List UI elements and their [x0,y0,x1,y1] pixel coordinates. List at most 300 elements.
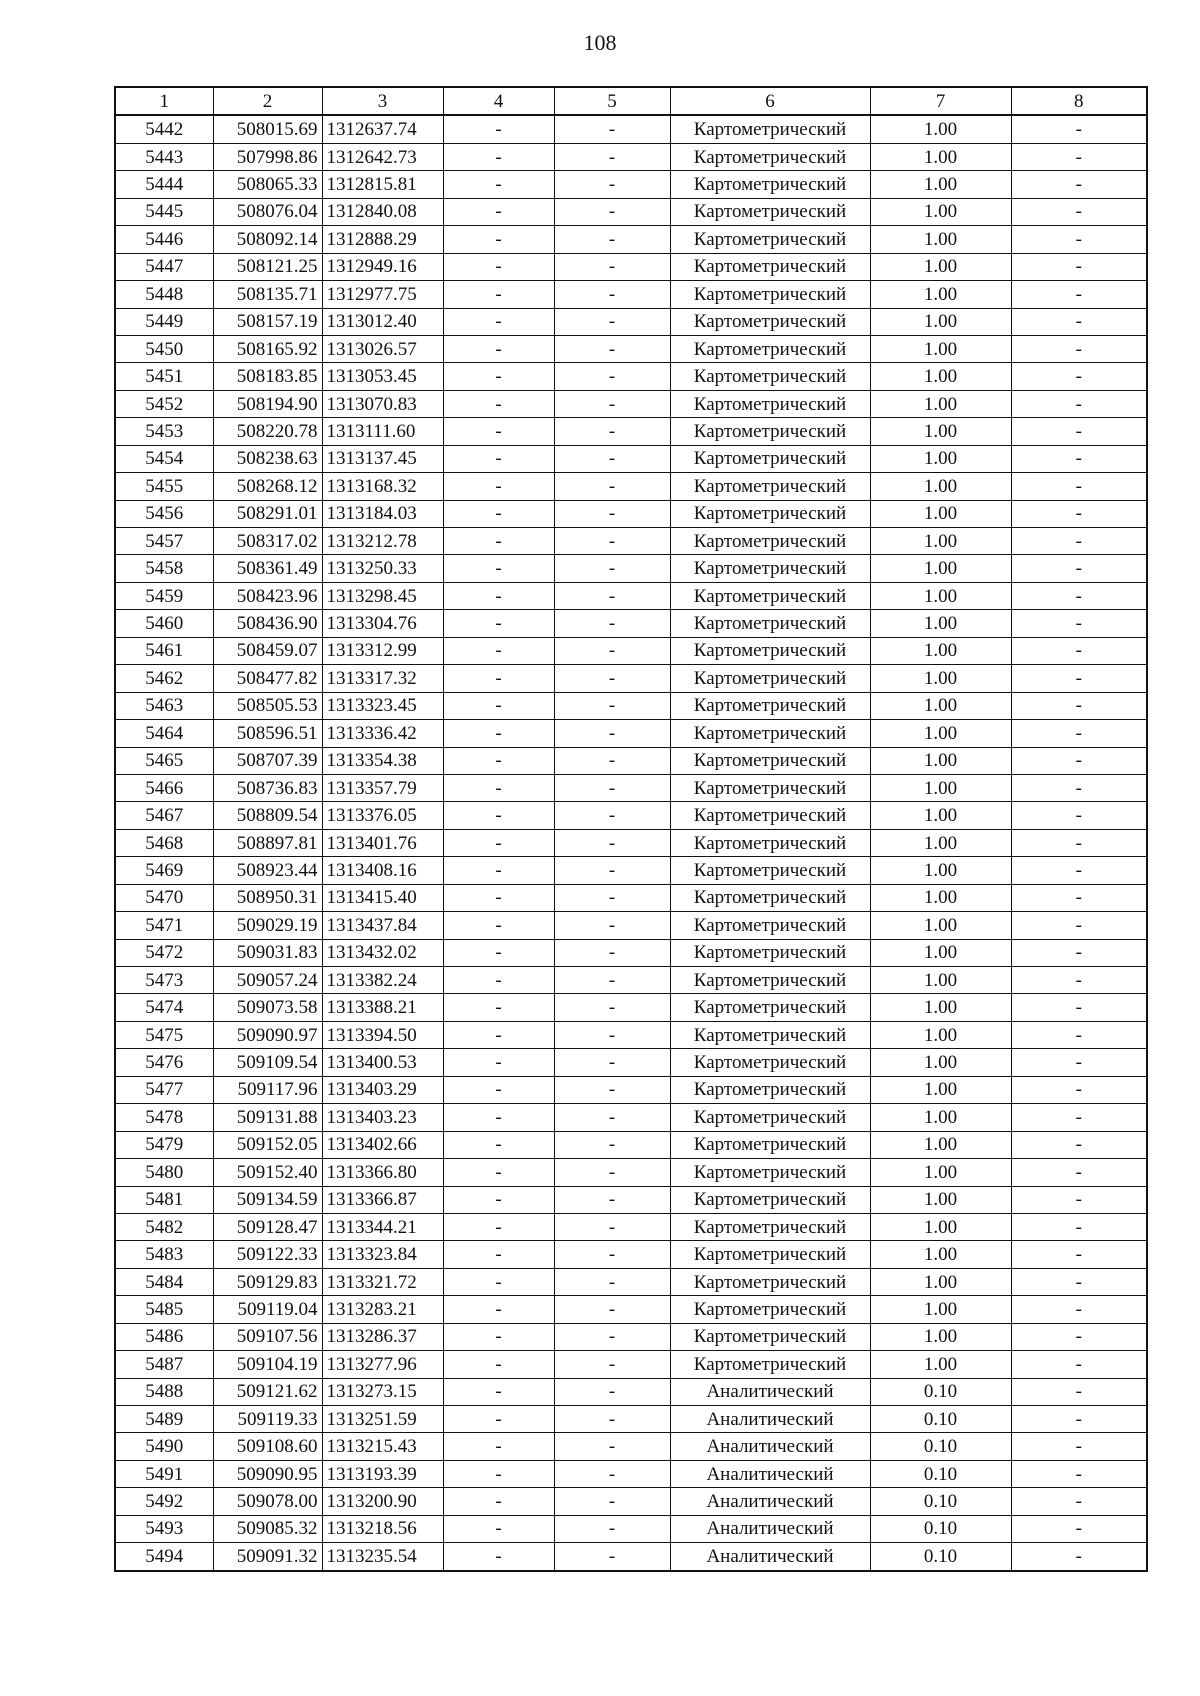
table-cell: 1.00 [870,253,1011,280]
table-cell: - [554,363,670,390]
table-cell: - [554,829,670,856]
table-cell: Аналитический [670,1543,870,1571]
table-cell: 1.00 [870,115,1011,143]
table-row [115,1076,1147,1103]
table-cell: 1.00 [870,1021,1011,1048]
table-cell: - [554,857,670,884]
table-cell: - [1011,1104,1147,1131]
table-cell: 5470 [115,884,213,911]
table-cell: 508121.25 [213,253,322,280]
table-cell: 5469 [115,857,213,884]
table-cell: 1.00 [870,1351,1011,1378]
table-cell: 1312888.29 [322,226,443,253]
table-cell: - [443,939,554,966]
table-cell: - [1011,528,1147,555]
table-row [115,1406,1147,1433]
table-cell: Картометрический [670,226,870,253]
table-cell: - [554,1159,670,1186]
table-row [115,528,1147,555]
table-cell: 1313277.96 [322,1351,443,1378]
table-cell: 508923.44 [213,857,322,884]
table-cell: - [554,692,670,719]
table-cell: - [443,1159,554,1186]
table-row [115,884,1147,911]
table-cell: Аналитический [670,1515,870,1542]
table-cell: 1313317.32 [322,665,443,692]
table-cell: 508065.33 [213,171,322,198]
table-cell: - [443,1296,554,1323]
table-cell: 5463 [115,692,213,719]
table-cell: - [443,1488,554,1515]
table-row [115,939,1147,966]
table-cell: - [1011,143,1147,170]
table-cell: 508015.69 [213,115,322,143]
table-cell: - [443,610,554,637]
table-row [115,1049,1147,1076]
table-cell: 509152.40 [213,1159,322,1186]
column-header: 6 [670,87,870,115]
table-cell: - [554,226,670,253]
table-cell: Картометрический [670,857,870,884]
table-cell: - [554,720,670,747]
table-row [115,363,1147,390]
table-cell: - [554,281,670,308]
table-row [115,829,1147,856]
table-cell: 508736.83 [213,774,322,801]
table-row [115,1131,1147,1158]
table-cell: - [1011,1021,1147,1048]
table-cell: 508268.12 [213,473,322,500]
table-cell: Картометрический [670,555,870,582]
table-cell: 5483 [115,1241,213,1268]
table-cell: - [443,500,554,527]
table-cell: - [443,1049,554,1076]
table-row [115,1241,1147,1268]
table-cell: 508317.02 [213,528,322,555]
table-cell: 1313286.37 [322,1323,443,1350]
table-cell: 0.10 [870,1543,1011,1571]
table-cell: 1313408.16 [322,857,443,884]
table-cell: 509131.88 [213,1104,322,1131]
table-cell: 1312637.74 [322,115,443,143]
table-cell: - [554,747,670,774]
table-cell: 507998.86 [213,143,322,170]
table-cell: 1.00 [870,939,1011,966]
table-cell: - [1011,1213,1147,1240]
table-cell: 1.00 [870,829,1011,856]
table-row [115,1296,1147,1323]
table-cell: - [554,1433,670,1460]
table-cell: 5487 [115,1351,213,1378]
table-cell: 1.00 [870,1131,1011,1158]
table-row [115,390,1147,417]
table-cell: 5450 [115,335,213,362]
table-cell: Картометрический [670,1049,870,1076]
table-cell: - [1011,1378,1147,1405]
table-cell: - [1011,747,1147,774]
table-cell: - [443,637,554,664]
table-cell: 1.00 [870,1296,1011,1323]
table-cell: 1.00 [870,774,1011,801]
table-row [115,1159,1147,1186]
table-cell: 1313111.60 [322,418,443,445]
table-cell: - [443,335,554,362]
table-cell: 509090.95 [213,1460,322,1487]
column-header: 8 [1011,87,1147,115]
table-row [115,445,1147,472]
table-cell: - [1011,198,1147,225]
table-cell: 1313400.53 [322,1049,443,1076]
table-cell: 1313215.43 [322,1433,443,1460]
table-cell: 1313403.23 [322,1104,443,1131]
table-cell: - [554,1186,670,1213]
table-row [115,1351,1147,1378]
table-cell: 509108.60 [213,1433,322,1460]
table-cell: 1.00 [870,802,1011,829]
table-cell: - [554,665,670,692]
table-cell: Картометрический [670,774,870,801]
table-cell: Картометрический [670,582,870,609]
table-cell: 1313070.83 [322,390,443,417]
table-row [115,1323,1147,1350]
table-cell: - [554,445,670,472]
table-cell: - [1011,1433,1147,1460]
table-cell: 1313053.45 [322,363,443,390]
table-cell: 5464 [115,720,213,747]
table-cell: - [554,528,670,555]
table-cell: 5456 [115,500,213,527]
table-cell: 1.00 [870,747,1011,774]
table-cell: 509031.83 [213,939,322,966]
table-cell: - [1011,171,1147,198]
table-cell: 508291.01 [213,500,322,527]
table-cell: - [1011,1515,1147,1542]
table-cell: 509128.47 [213,1213,322,1240]
table-cell: - [1011,500,1147,527]
table-cell: 509073.58 [213,994,322,1021]
table-row [115,418,1147,445]
table-cell: - [1011,1268,1147,1295]
table-cell: 1.00 [870,198,1011,225]
table-cell: Картометрический [670,418,870,445]
table-cell: Картометрический [670,171,870,198]
table-cell: Картометрический [670,912,870,939]
table-cell: 1313388.21 [322,994,443,1021]
table-cell: 5494 [115,1543,213,1571]
table-cell: 1313366.87 [322,1186,443,1213]
table-cell: 1313273.15 [322,1378,443,1405]
table-cell: - [443,857,554,884]
table-cell: 508238.63 [213,445,322,472]
table-cell: Картометрический [670,610,870,637]
table-cell: 0.10 [870,1406,1011,1433]
table-cell: - [554,171,670,198]
table-cell: - [443,253,554,280]
table-cell: 1.00 [870,1049,1011,1076]
table-cell: 0.10 [870,1378,1011,1405]
table-cell: 5493 [115,1515,213,1542]
table-cell: 5477 [115,1076,213,1103]
table-cell: - [554,555,670,582]
table-cell: 508076.04 [213,198,322,225]
table-cell: - [443,829,554,856]
table-cell: - [1011,1159,1147,1186]
table-cell: 1313321.72 [322,1268,443,1295]
table-cell: - [554,1049,670,1076]
table-cell: - [443,802,554,829]
table-cell: 1313218.56 [322,1515,443,1542]
table-cell: - [1011,281,1147,308]
table-row [115,774,1147,801]
table-cell: - [554,1296,670,1323]
table-cell: Картометрический [670,253,870,280]
table-cell: 5486 [115,1323,213,1350]
column-header: 7 [870,87,1011,115]
table-cell: Картометрический [670,528,870,555]
table-row [115,1433,1147,1460]
table-cell: - [1011,555,1147,582]
table-cell: - [443,582,554,609]
table-row [115,143,1147,170]
table-cell: 1313193.39 [322,1460,443,1487]
table-cell: 1.00 [870,1076,1011,1103]
table-cell: 5475 [115,1021,213,1048]
table-cell: Картометрический [670,747,870,774]
table-cell: - [1011,774,1147,801]
table-cell: 1313415.40 [322,884,443,911]
table-cell: Картометрический [670,1131,870,1158]
table-cell: 5451 [115,363,213,390]
table-header-row [115,87,1147,115]
table-cell: 1312642.73 [322,143,443,170]
table-cell: 1313200.90 [322,1488,443,1515]
table-cell: Аналитический [670,1378,870,1405]
table-cell: 1.00 [870,912,1011,939]
table-cell: - [1011,1296,1147,1323]
table-cell: - [1011,1351,1147,1378]
table-cell: Картометрический [670,1076,870,1103]
table-cell: - [554,1515,670,1542]
table-row [115,637,1147,664]
table-cell: - [1011,253,1147,280]
table-cell: 5468 [115,829,213,856]
table-cell: - [1011,1131,1147,1158]
table-cell: Картометрический [670,445,870,472]
table-cell: 508092.14 [213,226,322,253]
table-cell: 1312977.75 [322,281,443,308]
table-cell: 1.00 [870,500,1011,527]
table-cell: 509134.59 [213,1186,322,1213]
table-row [115,967,1147,994]
table-cell: - [443,445,554,472]
table-cell: 1.00 [870,637,1011,664]
table-cell: Картометрический [670,802,870,829]
table-cell: - [1011,335,1147,362]
table-cell: - [554,390,670,417]
table-cell: - [443,226,554,253]
table-cell: 1313012.40 [322,308,443,335]
table-cell: - [443,1323,554,1350]
table-cell: 1313250.33 [322,555,443,582]
table-cell: - [1011,967,1147,994]
table-cell: Картометрический [670,473,870,500]
table-cell: - [1011,720,1147,747]
table-cell: Картометрический [670,500,870,527]
table-cell: 5442 [115,115,213,143]
table-cell: Картометрический [670,1323,870,1350]
table-cell: Картометрический [670,1159,870,1186]
table-cell: 509129.83 [213,1268,322,1295]
table-cell: 1.00 [870,1213,1011,1240]
table-cell: 508423.96 [213,582,322,609]
table-cell: 1.00 [870,1241,1011,1268]
table-cell: - [554,637,670,664]
table-cell: 508183.85 [213,363,322,390]
table-cell: 508505.53 [213,692,322,719]
table-cell: - [554,308,670,335]
table-cell: 1.00 [870,994,1011,1021]
table-cell: 1313357.79 [322,774,443,801]
column-header: 4 [443,87,554,115]
table-cell: 509085.32 [213,1515,322,1542]
table-cell: Картометрический [670,939,870,966]
table-cell: 508165.92 [213,335,322,362]
table-cell: - [443,171,554,198]
table-cell: 1.00 [870,390,1011,417]
table-cell: 1313354.38 [322,747,443,774]
table-cell: 1.00 [870,610,1011,637]
table-cell: - [554,1460,670,1487]
table-cell: - [1011,445,1147,472]
table-cell: - [1011,473,1147,500]
table-cell: - [1011,610,1147,637]
table-cell: - [443,1351,554,1378]
table-cell: 509057.24 [213,967,322,994]
table-row [115,1213,1147,1240]
table-cell: 5490 [115,1433,213,1460]
table-row [115,802,1147,829]
table-body [115,115,1147,1570]
table-cell: 5481 [115,1186,213,1213]
table-row [115,582,1147,609]
table-cell: 1.00 [870,418,1011,445]
table-row [115,1515,1147,1542]
table-row [115,1021,1147,1048]
column-header: 1 [115,87,213,115]
table-cell: 1312815.81 [322,171,443,198]
table-cell: 5462 [115,665,213,692]
table-cell: - [554,1241,670,1268]
table-cell: 5488 [115,1378,213,1405]
table-cell: - [443,473,554,500]
table-row [115,1104,1147,1131]
table-cell: 509109.54 [213,1049,322,1076]
table-cell: 1313251.59 [322,1406,443,1433]
table-cell: 5492 [115,1488,213,1515]
table-cell: 0.10 [870,1433,1011,1460]
table-cell: 5453 [115,418,213,445]
table-cell: 1313298.45 [322,582,443,609]
table-cell: Картометрический [670,1021,870,1048]
table-cell: 5467 [115,802,213,829]
table-cell: 1.00 [870,555,1011,582]
table-cell: Картометрический [670,198,870,225]
table-cell: 1.00 [870,665,1011,692]
table-cell: - [443,692,554,719]
table-cell: - [443,1268,554,1295]
table-cell: 5476 [115,1049,213,1076]
table-cell: - [1011,582,1147,609]
table-cell: 5472 [115,939,213,966]
column-header: 5 [554,87,670,115]
table-cell: 5473 [115,967,213,994]
table-cell: - [554,1131,670,1158]
table-cell: 508477.82 [213,665,322,692]
table-cell: Аналитический [670,1488,870,1515]
table-cell: 1312949.16 [322,253,443,280]
table-cell: - [443,1406,554,1433]
table-cell: 1.00 [870,281,1011,308]
table-cell: 1313283.21 [322,1296,443,1323]
table-cell: 5485 [115,1296,213,1323]
table-cell: - [443,1543,554,1571]
table-cell: Картометрический [670,143,870,170]
table-cell: 1.00 [870,171,1011,198]
table-cell: - [443,308,554,335]
table-cell: 1313323.45 [322,692,443,719]
table-cell: - [443,994,554,1021]
table-cell: - [1011,1543,1147,1571]
table-cell: 1313323.84 [322,1241,443,1268]
table-cell: 5452 [115,390,213,417]
table-cell: 1.00 [870,1268,1011,1295]
table-cell: - [1011,1241,1147,1268]
table-cell: Картометрический [670,1268,870,1295]
table-cell: - [443,1515,554,1542]
table-cell: 5443 [115,143,213,170]
table-cell: - [554,143,670,170]
table-cell: 1313394.50 [322,1021,443,1048]
table-cell: 1.00 [870,857,1011,884]
table-cell: 5455 [115,473,213,500]
table-row [115,171,1147,198]
table-row [115,994,1147,1021]
table-cell: 5489 [115,1406,213,1433]
table-cell: Картометрический [670,390,870,417]
table-cell: - [443,1104,554,1131]
table-cell: - [443,363,554,390]
table-cell: 1.00 [870,363,1011,390]
table-cell: 5461 [115,637,213,664]
table-cell: 1.00 [870,473,1011,500]
page-number: 108 [583,30,617,55]
table-cell: Картометрический [670,363,870,390]
table-row [115,500,1147,527]
table-cell: 1313235.54 [322,1543,443,1571]
table-cell: - [554,473,670,500]
table-cell: - [1011,884,1147,911]
table-row [115,665,1147,692]
table-cell: 508436.90 [213,610,322,637]
column-header: 2 [213,87,322,115]
table-cell: - [443,747,554,774]
table-cell: - [443,198,554,225]
table-cell: 1313401.76 [322,829,443,856]
table-cell: 1.00 [870,335,1011,362]
table-cell: - [1011,418,1147,445]
table-cell: - [1011,857,1147,884]
table-row [115,335,1147,362]
